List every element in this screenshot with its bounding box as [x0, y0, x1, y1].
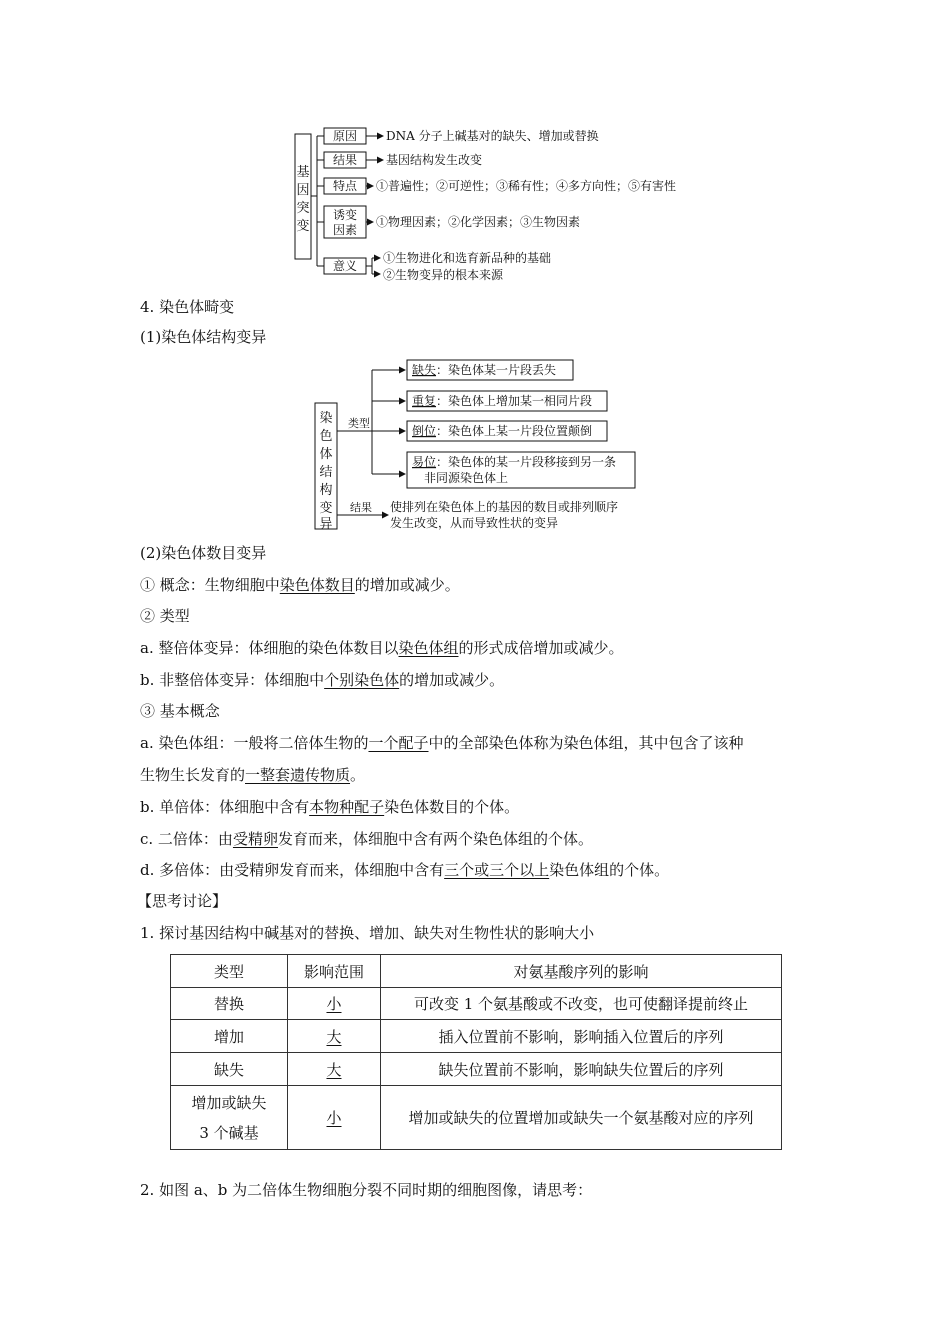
- table-cell-range: 大: [288, 1053, 381, 1086]
- concept-line: ① 概念：生物细胞中染色体数目的增加或减少。: [140, 576, 460, 594]
- type-desc-deletion: ：染色体某一片段丢失: [436, 363, 557, 377]
- polyploid-key-term: 三个或三个以上: [444, 861, 550, 879]
- table-cell-effect: 缺失位置前不影响，影响缺失位置后的序列: [381, 1053, 782, 1086]
- section-4-title: 4. 染色体畸变: [140, 298, 235, 316]
- svg-text:体: 体: [319, 447, 333, 462]
- item-desc-mutagen: ①物理因素；②化学因素；③生物因素: [376, 215, 581, 229]
- table-row: [171, 1020, 782, 1053]
- item-label-cause: 原因: [332, 129, 358, 143]
- item-desc-significance-2: ②生物变异的根本来源: [383, 268, 504, 282]
- svg-text:倒位：染色体上某一片段位置颠倒: [412, 423, 592, 438]
- item-label-result: 结果: [332, 153, 358, 167]
- types-title: ② 类型: [140, 607, 190, 625]
- table-row: [171, 1086, 782, 1150]
- item-desc-cause: DNA 分子上碱基对的缺失、增加或替换: [386, 129, 599, 143]
- question-1: 1. 探讨基因结构中碱基对的替换、增加、缺失对生物性状的影响大小: [140, 924, 595, 942]
- root-char-4: 变: [296, 219, 310, 234]
- item-label-mutagen-1: 诱变: [332, 208, 358, 222]
- type-term-translocation: 易位: [412, 455, 437, 469]
- table-row: [171, 1053, 782, 1086]
- aneuploidy-line: b. 非整倍体变异：体细胞中个别染色体的增加或减少。: [140, 671, 505, 689]
- chromosome-set-key-term-1: 一个配子: [368, 734, 429, 752]
- table-cell-range: 小: [288, 1086, 381, 1150]
- structure-variation-title: (1)染色体结构变异: [140, 328, 267, 346]
- chromosome-structure-diagram: [310, 356, 650, 536]
- root-char-1: 基: [296, 165, 310, 180]
- svg-text:缺失：染色体某一片段丢失: [412, 362, 556, 377]
- table-row: [171, 988, 782, 1020]
- item-label-significance: 意义: [332, 259, 358, 273]
- euploidy-line: a. 整倍体变异：体细胞的染色体数目以染色体组的形式成倍增加或减少。: [140, 639, 624, 657]
- item-label-feature: 特点: [332, 179, 358, 193]
- root-char-3: 突: [296, 201, 310, 216]
- table-cell-range: 大: [288, 1020, 381, 1053]
- item-desc-significance-1: ①生物进化和选育新品种的基础: [383, 251, 552, 265]
- table-header: 类型: [171, 955, 288, 988]
- diploid-line: c. 二倍体：由受精卵发育而来，体细胞中含有两个染色体组的个体。: [140, 830, 593, 848]
- table-cell-range: 小: [288, 988, 381, 1020]
- mutation-effect-table: [170, 954, 782, 1150]
- question-2: 2. 如图 a、b 为二倍体生物细胞分裂不同时期的细胞图像，请思考：: [140, 1181, 593, 1199]
- concept-key-term: 染色体数目: [279, 576, 355, 594]
- table-header: 对氨基酸序列的影响: [381, 955, 782, 988]
- types-label: 类型: [348, 417, 370, 430]
- result-line-1: 使排列在染色体上的基因的数目或排列顺序: [390, 500, 619, 514]
- table-cell-type: 增加或缺失 3 个碱基: [171, 1086, 288, 1150]
- table-cell-type: 替换: [171, 988, 288, 1020]
- table-header: 影响范围: [288, 955, 381, 988]
- table-cell-type: 增加: [171, 1020, 288, 1053]
- table-cell-effect: 可改变 1 个氨基酸或不改变，也可使翻译提前终止: [381, 988, 782, 1020]
- discussion-title: 【思考讨论】: [137, 892, 228, 910]
- result-label: 结果: [350, 501, 372, 514]
- diploid-key-term: 受精卵: [232, 830, 278, 848]
- svg-text:异: 异: [319, 517, 333, 532]
- item-desc-feature: ①普遍性；②可逆性；③稀有性；④多方向性；⑤有害性: [376, 179, 677, 193]
- svg-text:构: 构: [319, 483, 333, 498]
- chromosome-set-line-2: 生物生长发育的一整套遗传物质。: [140, 766, 366, 784]
- svg-text:易位：染色体的某一片段移接到另一条: [412, 454, 616, 469]
- type-desc-translocation: ：染色体的某一片段移接到另一条: [436, 455, 617, 469]
- table-cell-effect: 插入位置前不影响，影响插入位置后的序列: [381, 1020, 782, 1053]
- haploid-key-term: 本物种配子: [309, 798, 385, 816]
- svg-text:结: 结: [319, 465, 333, 480]
- type-desc-inversion: ：染色体上某一片段位置颠倒: [436, 424, 593, 438]
- root-char-2: 因: [296, 183, 310, 198]
- type-term-deletion: 缺失: [412, 363, 437, 377]
- aneuploidy-key-term: 个别染色体: [324, 671, 400, 689]
- item-label-mutagen-2: 因素: [332, 223, 358, 237]
- svg-text:重复：染色体上增加某一相同片段: [412, 393, 592, 408]
- type-desc-translocation-2: 非同源染色体上: [424, 471, 509, 485]
- gene-mutation-diagram: [290, 124, 677, 288]
- euploidy-key-term: 染色体组: [398, 639, 459, 657]
- table-header-row: [171, 955, 782, 988]
- item-desc-result: 基因结构发生改变: [386, 153, 483, 167]
- polyploid-line: d. 多倍体：由受精卵发育而来，体细胞中含有三个或三个以上染色体组的个体。: [140, 861, 670, 879]
- table-cell-effect: 增加或缺失的位置增加或缺失一个氨基酸对应的序列: [381, 1086, 782, 1150]
- chromosome-set-line: a. 染色体组：一般将二倍体生物的一个配子中的全部染色体称为染色体组，其中包含了该种: [140, 734, 744, 752]
- number-variation-title: (2)染色体数目变异: [140, 544, 267, 562]
- result-line-2: 发生改变，从而导致性状的变异: [390, 516, 559, 530]
- type-desc-duplication: ：染色体上增加某一相同片段: [436, 394, 593, 408]
- svg-text:变: 变: [319, 501, 333, 516]
- svg-text:染: 染: [319, 411, 333, 426]
- chromosome-set-key-term-2: 一整套遗传物质: [245, 766, 351, 784]
- svg-text:色: 色: [319, 429, 333, 444]
- haploid-line: b. 单倍体：体细胞中含有本物种配子染色体数目的个体。: [140, 798, 520, 816]
- table-cell-type: 缺失: [171, 1053, 288, 1086]
- type-term-duplication: 重复: [412, 394, 437, 408]
- type-term-inversion: 倒位: [412, 424, 437, 438]
- basic-concepts-title: ③ 基本概念: [140, 702, 220, 720]
